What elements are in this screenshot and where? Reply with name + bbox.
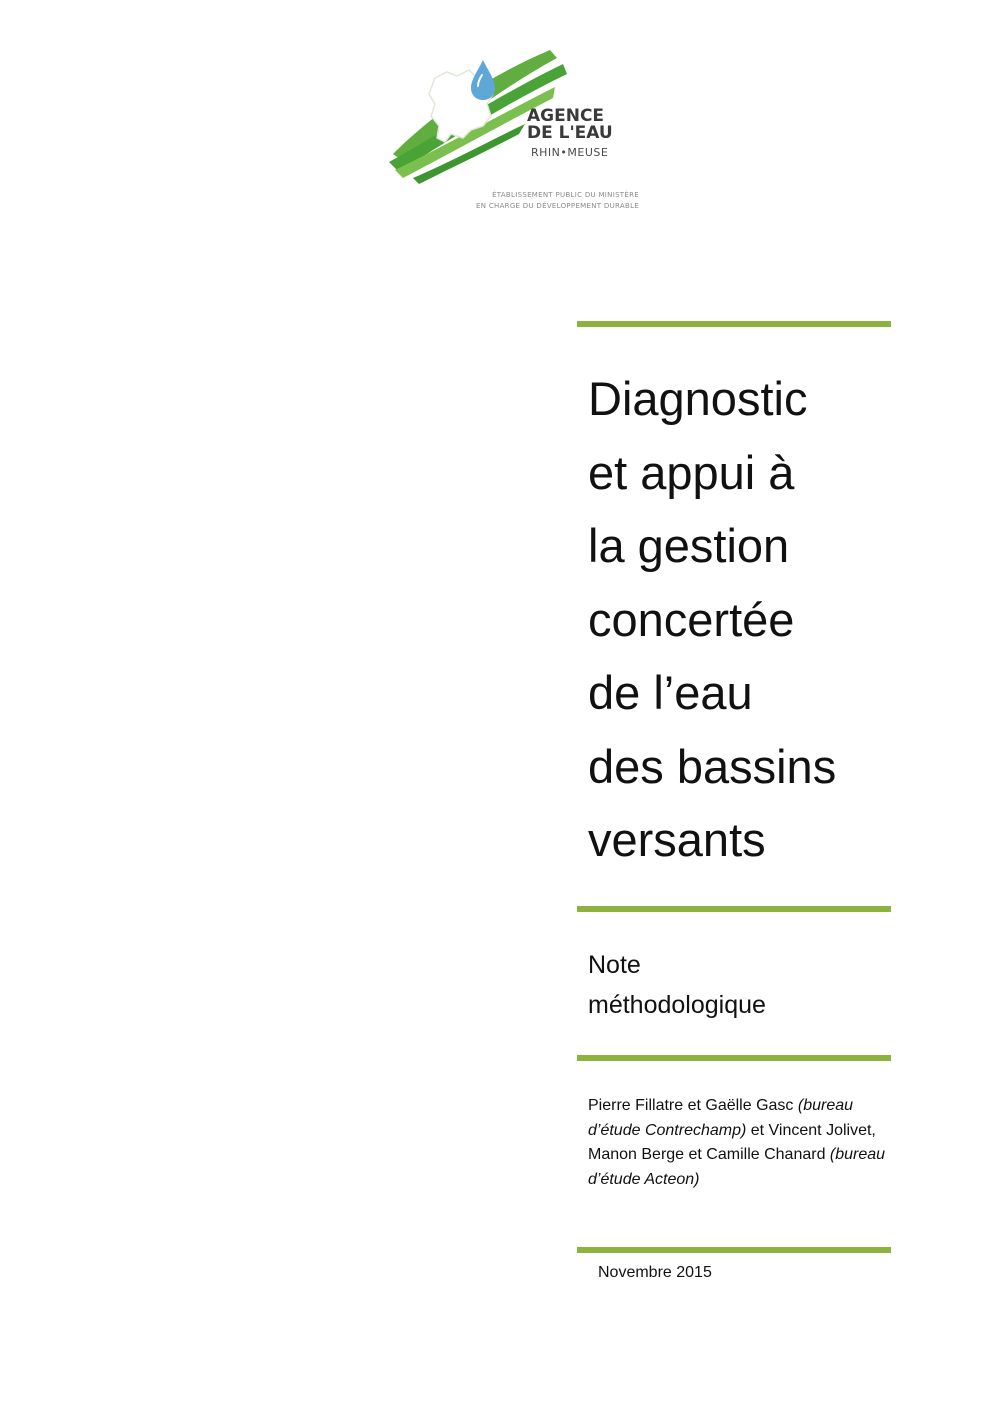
logo-name-line1: AGENCE: [527, 106, 605, 126]
authors-acteon: et Vincent Jolivet, Manon Berge et Camille Chanard: [588, 1121, 876, 1163]
logo-tagline-line1: ÉTABLISSEMENT PUBLIC DU MINISTÈRE: [492, 191, 639, 199]
authors-contrechamp-affiliation: (bureau d’étude Contrechamp): [588, 1097, 854, 1139]
document-title: Diagnostic et appui à la gestion concertée de l’eau des bassins versants: [588, 372, 837, 866]
authors-divider: [577, 1247, 891, 1253]
logo-tagline: [415, 190, 639, 212]
logo-region: RHIN•MEUSE: [531, 146, 609, 159]
title-bottom-divider: [577, 906, 891, 912]
subtitle-divider: [577, 1055, 891, 1061]
title-top-divider: [577, 321, 891, 327]
document-subtitle: Note méthodologique: [588, 951, 766, 1019]
authors-acteon-affiliation: (bureau d’étude Acteon): [588, 1146, 886, 1188]
logo-agency-name: [527, 108, 613, 142]
publication-date: Novembre 2015: [598, 1264, 712, 1281]
logo-tagline-line2: EN CHARGE DU DÉVELOPPEMENT DURABLE: [476, 202, 639, 210]
authors-block: [588, 1094, 888, 1192]
agency-logo: [385, 42, 655, 222]
authors-contrechamp: Pierre Fillatre et Gaëlle Gasc: [588, 1097, 798, 1114]
logo-name-line2: DE L'EAU: [527, 123, 613, 143]
